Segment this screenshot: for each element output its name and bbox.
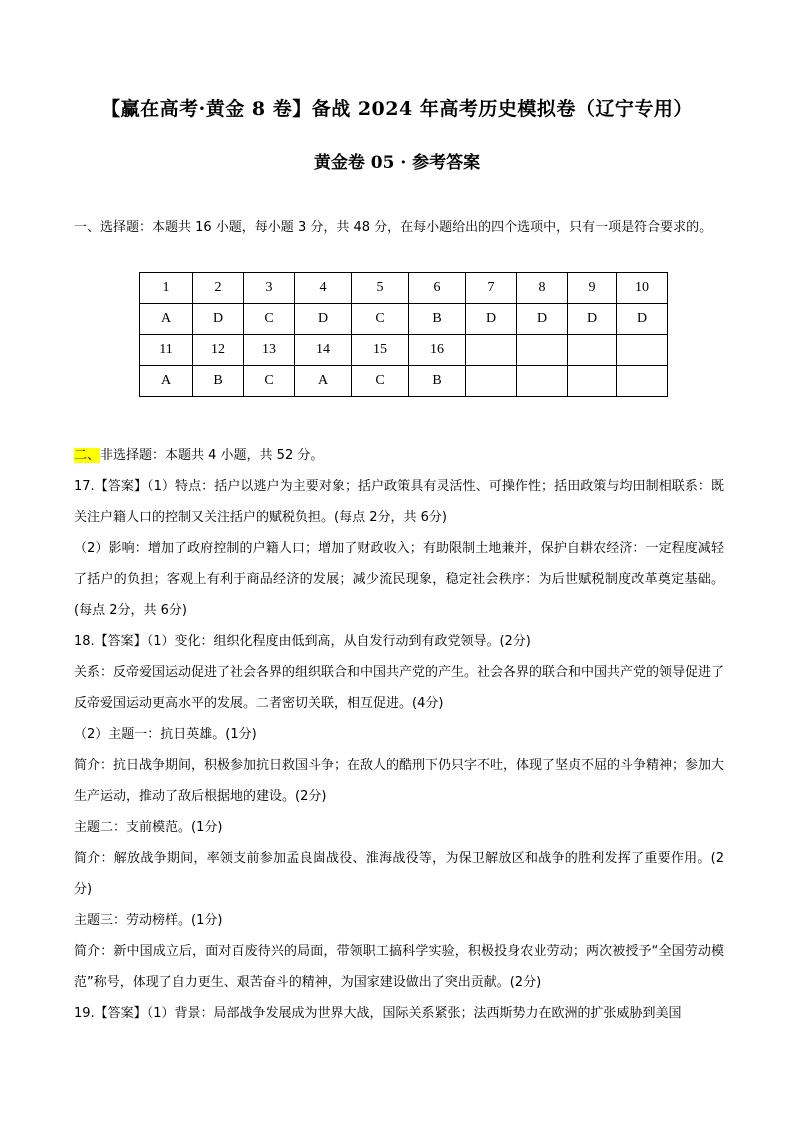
answer-table-cell: A bbox=[140, 304, 193, 335]
answer-table-cell: 14 bbox=[295, 335, 352, 366]
answer-table-cell: 2 bbox=[193, 273, 244, 304]
answer-table bbox=[139, 272, 668, 397]
answer-table-cell: A bbox=[140, 366, 193, 397]
answer-table-cell: 13 bbox=[244, 335, 295, 366]
answer-table-cell: A bbox=[295, 366, 352, 397]
document-subtitle: 黄金卷 05 · 参考答案 bbox=[313, 153, 481, 173]
q18-part1-text: （1）变化：组织化程度由低到高，从自发行动到有政党领导。(2分) bbox=[146, 634, 531, 649]
answer-table-cell: C bbox=[352, 304, 409, 335]
document-title: 【赢在高考·黄金 8 卷】备战 2024 年高考历史模拟卷（辽宁专用） bbox=[101, 98, 693, 120]
answer-body bbox=[74, 440, 724, 1029]
section-1-heading: 一、选择题：本题共 16 小题，每小题 3 分，共 48 分，在每小题给出的四个选项中，只有一项是符合要求的。 bbox=[74, 220, 713, 235]
q18-theme2: 主题二：支前模范。(1分) bbox=[74, 820, 223, 835]
answer-table-cell bbox=[617, 366, 668, 397]
answer-table-cell bbox=[466, 335, 517, 366]
q17-part2: （2）影响：增加了政府控制的户籍人口；增加了财政收入；有助限制土地兼并，保护自耕农经济：一定程度减轻了括户的负担；客观上有利于商品经济的发展；减少流民现象，稳定社会秩序：为后世赋税制度改革奠定基础。(每点 2分，共 6分) bbox=[74, 541, 724, 618]
answer-table-cell: 15 bbox=[352, 335, 409, 366]
q19-label: 19.【答案】 bbox=[74, 1006, 147, 1021]
answer-table-cell: 11 bbox=[140, 335, 193, 366]
q18-theme3: 主题三：劳动榜样。(1分) bbox=[74, 913, 223, 928]
answer-table-cell: 16 bbox=[409, 335, 466, 366]
q17-label: 17.【答案】 bbox=[74, 479, 148, 494]
q17-part1 bbox=[74, 471, 724, 533]
section-2-heading bbox=[74, 440, 724, 471]
answer-table-row bbox=[140, 335, 668, 366]
answer-table-cell: 7 bbox=[466, 273, 517, 304]
answer-table-cell: D bbox=[617, 304, 668, 335]
answer-table-row bbox=[140, 304, 668, 335]
q18-part1 bbox=[74, 626, 724, 657]
answer-table-cell bbox=[466, 366, 517, 397]
answer-table-cell: 1 bbox=[140, 273, 193, 304]
answer-table-cell: D bbox=[568, 304, 617, 335]
answer-table-cell: 4 bbox=[295, 273, 352, 304]
answer-table-cell: 8 bbox=[517, 273, 568, 304]
q18-theme2-intro: 简介：解放战争期间，率领支前参加孟良崮战役、淮海战役等，为保卫解放区和战争的胜利发挥了重要作用。(2分) bbox=[74, 851, 724, 897]
answer-table-cell: 12 bbox=[193, 335, 244, 366]
q18-theme3-intro: 简介：新中国成立后，面对百废待兴的局面，带领职工搞科学实验，积极投身农业劳动；两次被授予“全国劳动模范”称号，体现了自力更生、艰苦奋斗的精神，为国家建设做出了突出贡献。(2分) bbox=[74, 944, 724, 990]
q18-theme1: （2）主题一：抗日英雄。(1分) bbox=[74, 727, 257, 742]
answer-table-cell: B bbox=[409, 304, 466, 335]
answer-table-cell: B bbox=[193, 366, 244, 397]
answer-table-cell: 5 bbox=[352, 273, 409, 304]
answer-table-cell: D bbox=[295, 304, 352, 335]
answer-table-cell: 9 bbox=[568, 273, 617, 304]
answer-table-cell: 6 bbox=[409, 273, 466, 304]
answer-table-cell bbox=[617, 335, 668, 366]
answer-table-cell: B bbox=[409, 366, 466, 397]
q19-part1 bbox=[74, 998, 724, 1029]
q18-theme1-intro: 简介：抗日战争期间，积极参加抗日救国斗争；在敌人的酷刑下仍只字不吐，体现了坚贞不屈的斗争精神；参加大生产运动，推动了敌后根据地的建设。(2分) bbox=[74, 758, 725, 804]
answer-table-row bbox=[140, 273, 668, 304]
section-2-text: 非选择题：本题共 4 小题，共 52 分。 bbox=[100, 448, 324, 463]
answer-table-cell: C bbox=[352, 366, 409, 397]
answer-table-cell bbox=[568, 335, 617, 366]
answer-table-cell bbox=[568, 366, 617, 397]
q18-relation: 关系：反帝爱国运动促进了社会各界的组织联合和中国共产党的产生。社会各界的联合和中国共产党的领导促进了反帝爱国运动更高水平的发展。二者密切关联，相互促进。(4分) bbox=[74, 665, 725, 711]
answer-table-cell: C bbox=[244, 366, 295, 397]
answer-table-row bbox=[140, 366, 668, 397]
answer-table-cell: C bbox=[244, 304, 295, 335]
answer-table-cell bbox=[517, 366, 568, 397]
answer-table-cell: 3 bbox=[244, 273, 295, 304]
answer-table-cell: D bbox=[466, 304, 517, 335]
answer-table-cell: D bbox=[517, 304, 568, 335]
answer-table-cell bbox=[517, 335, 568, 366]
q17-part1-text: （1）特点：括户以逃户为主要对象；括户政策具有灵活性、可操作性；括田政策与均田制相联系：既关注户籍人口的控制又关注括户的赋税负担。(每点 2分，共 6分) bbox=[74, 479, 724, 525]
answer-table-cell: D bbox=[193, 304, 244, 335]
q19-part1-text: （1）背景：局部战争发展成为世界大战，国际关系紧张；法西斯势力在欧洲的扩张威胁到美国 bbox=[146, 1006, 682, 1021]
answer-table-body bbox=[140, 273, 668, 397]
section-2-marker: 二、 bbox=[74, 448, 101, 463]
q18-label: 18.【答案】 bbox=[74, 634, 147, 649]
answer-table-cell: 10 bbox=[617, 273, 668, 304]
